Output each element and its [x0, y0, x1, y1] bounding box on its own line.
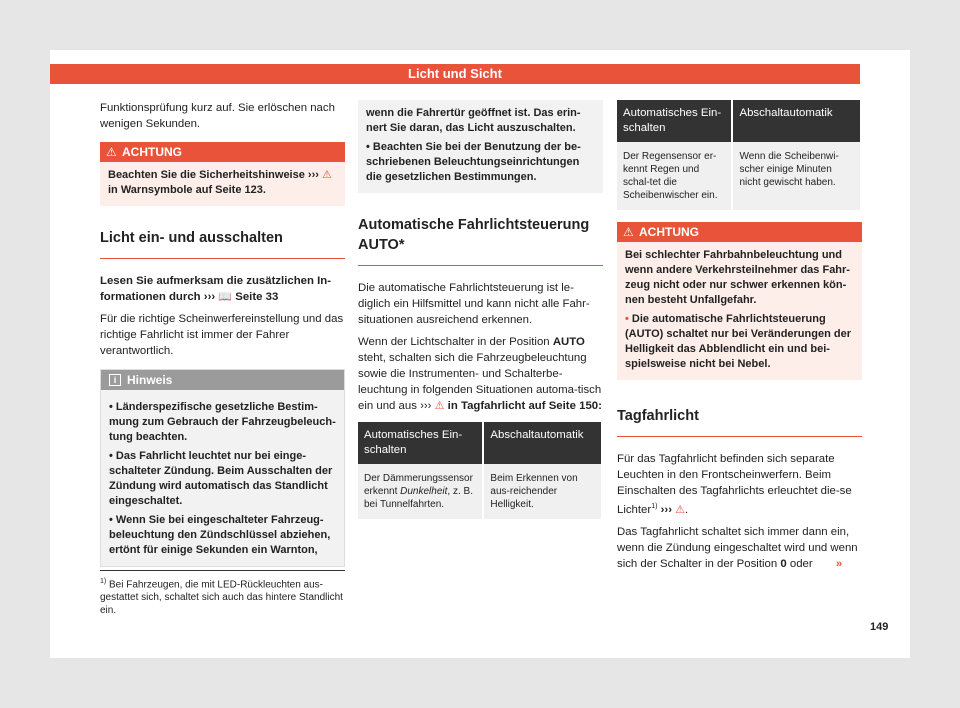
- warning-header: [100, 142, 345, 162]
- auto-para-2-text: Wenn der Lichtschalter in der Position: [358, 336, 550, 348]
- warning-link[interactable]: in Warnsymbole auf Seite 123.: [108, 184, 266, 196]
- warning-title: ACHTUNG: [639, 225, 699, 239]
- hint-header: [101, 370, 344, 390]
- daylight-para-1: Für das Tagfahrlicht befinden sich separate Leuchten in den Frontscheinwerfern. Beim Einschalten des Tagfahrlichts erleuchtet die-se Lichter$^{1)}$ ››› ⚠.: [617, 453, 852, 516]
- intro-text: Funktionsprüfung kurz auf. Sie erlöschen nach wenigen Sekunden.: [100, 102, 335, 130]
- hint-body: [101, 390, 344, 566]
- table-row: [358, 464, 602, 519]
- read-info: [100, 273, 345, 305]
- warning-box: [617, 222, 862, 380]
- footnote-ref[interactable]: 1): [651, 503, 658, 510]
- hint-item-text: Wenn Sie bei eingeschalteter Fahrzeug-beleuchtung den Zündschlüssel abziehen, ertönt für einige Sekunden ein Warnton,: [109, 514, 331, 556]
- section-title-auto: [358, 215, 603, 266]
- page-number: 149: [870, 621, 889, 633]
- footnote-mark: 1): [100, 578, 107, 585]
- section-title-daylight: Tagfahrlicht: [617, 406, 862, 437]
- auto-para-2: [358, 334, 603, 414]
- section-title-auto-text: Automatische Fahrlichtsteuerung: [358, 217, 590, 233]
- hint-item: • Beachten Sie bei der Benutzung der be-schriebenen Beleuchtungseinrichtungen die gesetzlichen Bestimmungen.: [366, 141, 581, 183]
- warning-body: [617, 242, 862, 380]
- book-icon: 📖: [218, 291, 233, 303]
- warning-ref-icon: ⚠: [434, 400, 445, 412]
- table-cell-text: Der Dämmerungssensor erkennt: [364, 473, 473, 497]
- auto-label: AUTO: [628, 328, 660, 340]
- warning-text: Bei schlechter Fahrbahnbeleuchtung und wenn andere Verkehrsteilnehmer das Fahr-zeug nicht oder nur schwer erkennen kön-nen besteht Unfallgefahr.: [625, 249, 850, 306]
- footnote: [100, 570, 345, 617]
- column-1: [100, 100, 345, 567]
- responsibility-text: Für die richtige Scheinwerfereinstellung und das richtige Fahrlicht ist immer der Fahrer verantwortlich.: [100, 313, 344, 357]
- auto-table: [358, 422, 603, 519]
- column-2: [358, 100, 603, 519]
- warning-item-text: Die automatische Fahrlichtsteuerung: [631, 313, 826, 325]
- warning-text: Beachten Sie die Sicherheitshinweise ›››: [108, 169, 319, 181]
- table-header: Abschaltautomatik: [732, 100, 861, 142]
- warning-header: [617, 222, 862, 242]
- table-header: Automatisches Ein-schalten: [358, 422, 483, 464]
- daylight-para-2-text: Das Tagfahrlicht schaltet sich immer dann ein, wenn die Zündung eingeschaltet wird und wenn sich der Schalter in der Position: [617, 525, 858, 570]
- hint-item: • Das Fahrlicht leuchtet nur bei einge-schalteter Zündung. Beim Ausschalten der Zündung wird automatisch das Standlicht eingeschaltet.: [109, 450, 333, 507]
- hint-continued-text: wenn die Fahrertür geöffnet ist. Das erin-nert Sie daran, das Licht auszuschalten.: [366, 107, 581, 134]
- page-header: Licht und Sicht: [50, 64, 860, 84]
- table-cell: [358, 464, 483, 519]
- table-header: Automatisches Ein-schalten: [617, 100, 732, 142]
- auto-label: AUTO*: [358, 237, 405, 253]
- warning-box: [100, 142, 345, 206]
- ref-arrows: ›››: [660, 503, 672, 516]
- section-title-light: Licht ein- und ausschalten: [100, 228, 345, 259]
- auto-para-1: Die automatische Fahrlichtsteuerung ist le-diglich ein Hilfsmittel und kann nicht alle Fahr-situationen ausreichend erkennen.: [358, 282, 590, 326]
- hint-title: Hinweis: [127, 373, 173, 387]
- position-zero-label: 0: [780, 557, 787, 570]
- warning-item: • Die automatische Fahrlichtsteuerung (AUTO) schaltet nur bei Veränderungen der Helligkeit das Abblendlicht ein und bei-spielsweise nicht bei Nebel.: [625, 313, 851, 370]
- auto-para-2-link[interactable]: in Tagfahrlicht auf Seite 150:: [447, 400, 602, 412]
- daylight-para-1-text: Für das Tagfahrlicht befinden sich separate Leuchten in den Frontscheinwerfern. Beim Einschalten des Tagfahrlichts erleuchtet die-se Lichter: [617, 453, 852, 516]
- table-cell: Der Regensensor er-kennt Regen und schal-tet die Scheibenwischer ein.: [617, 142, 732, 210]
- hint-continuation: [358, 100, 603, 193]
- hint-item: • Wenn Sie bei eingeschalteter Fahrzeug-beleuchtung den Zündschlüssel abziehen, ertönt für einige Sekunden ein Warnton,: [109, 514, 331, 556]
- hint-item-text: Beachten Sie bei der Benutzung der be-schriebenen Beleuchtungseinrichtungen die gesetzlichen Bestimmungen.: [366, 141, 581, 183]
- warning-icon: ⚠: [623, 225, 634, 239]
- table-cell-text-b: , z. B. bei Tunnelfahrten.: [364, 486, 473, 510]
- auto-para-2-text-b: steht, schalten sich die Fahrzeugbeleuchtung sowie die Instrumenten- und Schalterbe-leuchtung in folgenden Situationen automa-tisch ein und aus ›››: [358, 352, 602, 412]
- footnote-text: Bei Fahrzeugen, die mit LED-Rückleuchten aus-gestattet sich, schaltet sich auch das hintere Standlicht ein.: [100, 579, 343, 617]
- table-header: Abschaltautomatik: [483, 422, 602, 464]
- table-cell: Wenn die Scheibenwi-scher einige Minuten nicht gewischt haben.: [732, 142, 861, 210]
- hint-item-text: Das Fahrlicht leuchtet nur bei einge-schalteter Zündung. Beim Ausschalten der Zündung wird automatisch das Standlicht eingeschaltet.: [109, 450, 333, 507]
- warning-ref-icon: ⚠: [321, 169, 332, 181]
- warning-ref-icon: ⚠: [675, 503, 686, 516]
- warning-body: [100, 162, 345, 206]
- daylight-para-2: [617, 524, 862, 572]
- warning-icon: ⚠: [106, 145, 117, 159]
- hint-box: [100, 369, 345, 567]
- info-icon: i: [109, 374, 121, 386]
- auto-table-continued: [617, 100, 862, 210]
- warning-title: ACHTUNG: [122, 145, 182, 159]
- read-info-text: Lesen Sie aufmerksam die zusätzlichen In-formationen durch ›››: [100, 275, 332, 303]
- table-cell: Beim Erkennen von aus-reichender Helligkeit.: [483, 464, 602, 519]
- auto-position-label: AUTO: [552, 336, 585, 348]
- table-cell-emphasis: Dunkelheit: [400, 486, 448, 497]
- read-info-link[interactable]: Seite 33: [235, 291, 279, 303]
- continue-marker: »: [835, 557, 843, 570]
- hint-item-text: Länderspezifische gesetzliche Bestim-mung zum Gebrauch der Fahrzeugbeleuch-tung beachten.: [109, 401, 336, 443]
- table-row: [617, 142, 861, 210]
- hint-item: • Länderspezifische gesetzliche Bestim-mung zum Gebrauch der Fahrzeugbeleuch-tung beachten.: [109, 401, 336, 443]
- daylight-para-2-text-b: oder: [789, 557, 813, 570]
- column-3: [617, 100, 862, 578]
- warning-item-text-b: schaltet nur bei Veränderungen der Helligkeit das Abblendlicht ein und bei-spielsweise nicht bei Nebel.: [625, 328, 851, 370]
